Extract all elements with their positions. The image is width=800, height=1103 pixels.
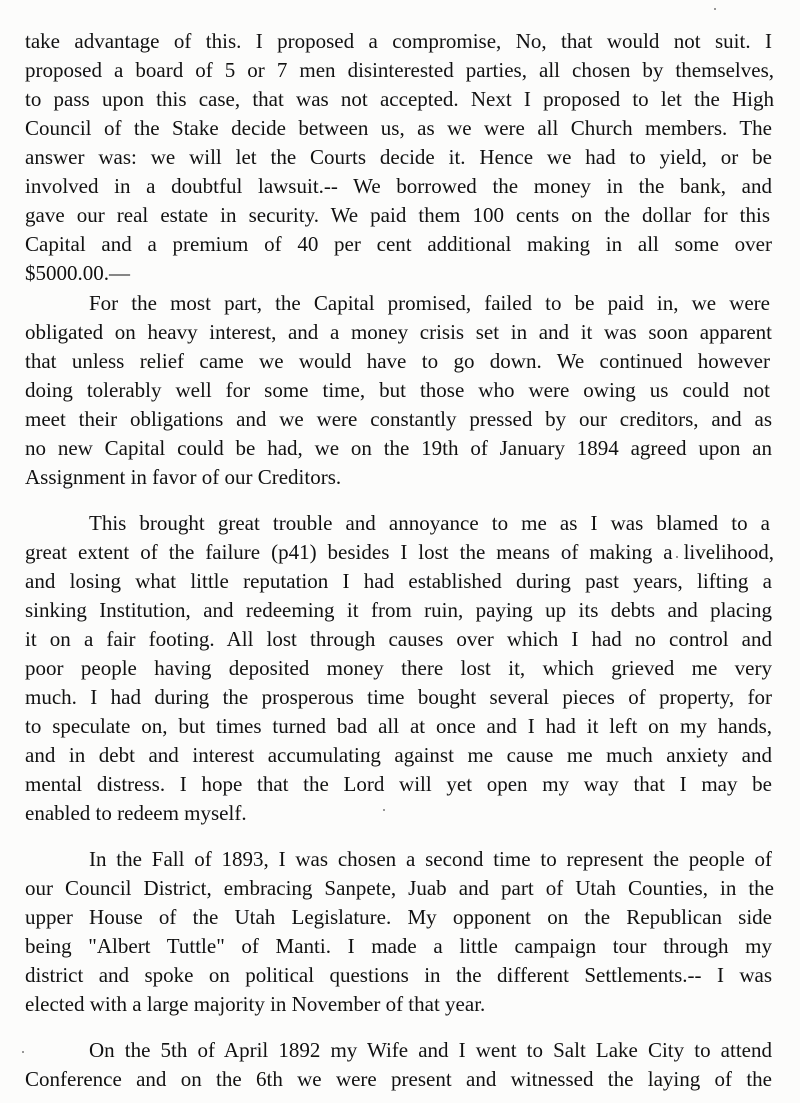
text-line: no new Capital could be had, we on the 19th of January 1894 agreed upon an xyxy=(25,436,772,460)
text-line: doing tolerably well for some time, but those who were owing us could not xyxy=(25,378,770,402)
text-line: Conference and on the 6th we were present and witnessed the laying of the xyxy=(25,1067,772,1091)
text-line: In the Fall of 1893, I was chosen a second time to represent the people of xyxy=(89,847,772,871)
text-line: enabled to redeem myself. xyxy=(25,801,247,825)
text-line: to speculate on, but times turned bad all at once and I had it left on my hands, xyxy=(25,714,772,738)
text-line: gave our real estate in security. We paid them 100 cents on the dollar for this xyxy=(25,203,770,227)
text-line: our Council District, embracing Sanpete, Juab and part of Utah Counties, in the xyxy=(25,876,774,900)
text-line: district and spoke on political questions in the different Settlements.-- I was xyxy=(25,963,772,987)
text-line: elected with a large majority in November of that year. xyxy=(25,992,486,1016)
text-line: take advantage of this. I proposed a compromise, No, that would not suit. I xyxy=(25,29,772,53)
text-line: obligated on heavy interest, and a money crisis set in and it was soon apparent xyxy=(25,320,772,344)
text-line: On the 5th of April 1892 my Wife and I went to Salt Lake City to attend xyxy=(89,1038,772,1062)
text-line: proposed a board of 5 or 7 men disinterested parties, all chosen by themselves, xyxy=(25,58,774,82)
text-line: mental distress. I hope that the Lord will yet open my way that I may be xyxy=(25,772,772,796)
text-line: poor people having deposited money there lost it, which grieved me very xyxy=(25,656,772,680)
text-line: Council of the Stake decide between us, as we were all Church members. The xyxy=(25,116,772,140)
text-line: and losing what little reputation I had established during past years, lifting a xyxy=(25,569,772,593)
text-line: $5000.00.— xyxy=(25,261,130,285)
text-line: Capital and a premium of 40 per cent additional making in all some over xyxy=(25,232,772,256)
text-line: answer was: we will let the Courts decide it. Hence we had to yield, or be xyxy=(25,145,772,169)
text-line: This brought great trouble and annoyance to me as I was blamed to a xyxy=(89,511,770,535)
text-line: involved in a doubtful lawsuit.-- We borrowed the money in the bank, and xyxy=(25,174,772,198)
text-line: that unless relief came we would have to go down. We continued however xyxy=(25,349,770,373)
text-line: to pass upon this case, that was not accepted. Next I proposed to let the High xyxy=(25,87,774,111)
text-line: and in debt and interest accumulating against me cause me much anxiety and xyxy=(25,743,772,767)
text-line: upper House of the Utah Legislature. My opponent on the Republican side xyxy=(25,905,772,929)
text-line: meet their obligations and we were constantly pressed by our creditors, and as xyxy=(25,407,772,431)
scan-speck xyxy=(714,8,716,10)
text-line: great extent of the failure (p41) besides I lost the means of making a livelihood, xyxy=(25,540,774,564)
text-line: it on a fair footing. All lost through causes over which I had no control and xyxy=(25,627,772,651)
text-line: For the most part, the Capital promised, failed to be paid in, we were xyxy=(89,291,770,315)
text-line: sinking Institution, and redeeming it from ruin, paying up its debts and placing xyxy=(25,598,772,622)
text-line: being "Albert Tuttle" of Manti. I made a little campaign tour through my xyxy=(25,934,772,958)
text-line: Assignment in favor of our Creditors. xyxy=(25,465,342,489)
text-line: much. I had during the prosperous time bought several pieces of property, for xyxy=(25,685,772,709)
